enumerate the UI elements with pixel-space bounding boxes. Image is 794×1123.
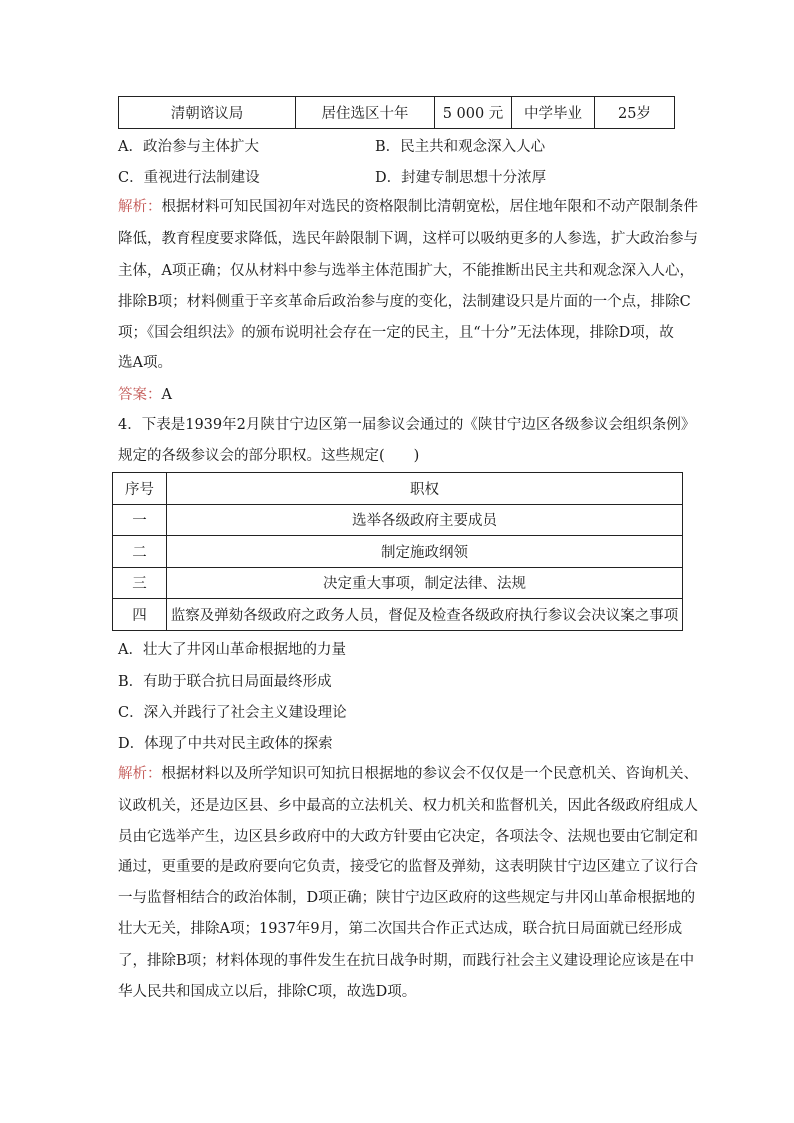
analysis-line: 解析：根据材料可知民国初年对选民的资格限制比清朝宽松，居住地年限和不动产限制条件 <box>118 199 698 215</box>
analysis-line: 降低，教育程度要求降低，选民年龄限制下调，这样可以吸纳更多的人参选，扩大政治参与 <box>118 231 698 247</box>
analysis-line: 议政机关，还是边区县、乡中最高的立法机关、权力机关和监督机关，因此各级政府组成人 <box>118 798 698 814</box>
question-stem: 规定的各级参议会的部分职权。这些规定( ) <box>118 448 420 464</box>
table-header-row <box>113 473 683 505</box>
analysis-line: 主体，A项正确；仅从材料中参与选举主体范围扩大，不能推断出民主共和观念深入人心， <box>118 263 694 279</box>
column-header: 序号 <box>113 473 167 505</box>
option-d: D．体现了中共对民主政体的探索 <box>118 736 333 752</box>
analysis-line: 一与监督相结合的政治体制，D项正确；陕甘宁边区政府的这些规定与井冈山革命根据地的 <box>118 890 696 906</box>
table-cell: 一 <box>113 504 167 536</box>
analysis-line: 解析：根据材料以及所学知识可知抗日根据地的参议会不仅仅是一个民意机关、咨询机关、 <box>118 766 698 782</box>
option-a: A．政治参与主体扩大 <box>118 139 259 155</box>
analysis-label: 解析： <box>118 766 162 782</box>
table-cell: 四 <box>113 599 167 631</box>
option-d: D．封建专制思想十分浓厚 <box>375 170 547 186</box>
table-cell: 居住选区十年 <box>296 97 435 129</box>
table-cell: 25岁 <box>595 97 675 129</box>
answer-line <box>118 385 172 405</box>
table-cell: 三 <box>113 567 167 599</box>
analysis-line: 选A项。 <box>118 355 172 371</box>
analysis-line: 了，排除B项；材料体现的事件发生在抗日战争时期，而践行社会主义建设理论应该是在中 <box>118 953 695 969</box>
analysis-line: 排除B项；材料侧重于辛亥革命后政治参与度的变化，法制建设只是片面的一个点，排除C <box>118 294 691 310</box>
table-cell: 二 <box>113 536 167 568</box>
option-c: C．重视进行法制建设 <box>118 170 260 186</box>
option-a: A．壮大了井冈山革命根据地的力量 <box>118 642 346 658</box>
option-c: C．深入并践行了社会主义建设理论 <box>118 705 347 721</box>
option-b: B．民主共和观念深入人心 <box>375 139 546 155</box>
analysis-line: 员由它选举产生，边区县乡政府中的大政方针要由它决定，各项法令、法规也要由它制定和 <box>118 829 698 845</box>
table-cell: 制定施政纲领 <box>167 536 683 568</box>
table-row <box>119 97 675 129</box>
table-row <box>113 599 683 631</box>
table-row <box>113 567 683 599</box>
table-cell: 5 000 元 <box>435 97 512 129</box>
question-stem: 4．下表是1939年2月陕甘宁边区第一届参议会通过的《陕甘宁边区各级参议会组织条例》 <box>118 417 696 433</box>
powers-table <box>112 472 683 631</box>
answer-label: 答案： <box>118 387 162 403</box>
table-row <box>113 536 683 568</box>
column-header: 职权 <box>167 473 683 505</box>
table-cell: 清朝谘议局 <box>119 97 296 129</box>
table-cell: 决定重大事项，制定法律、法规 <box>167 567 683 599</box>
analysis-line: 项；《国会组织法》的颁布说明社会存在一定的民主，且“十分”无法体现，排除D项，故 <box>118 325 674 341</box>
analysis-label: 解析： <box>118 199 162 215</box>
answer-value: A <box>161 387 172 403</box>
eligibility-table <box>118 96 675 129</box>
analysis-line: 壮大无关，排除A项；1937年9月，第二次国共合作正式达成，联合抗日局面就已经形成 <box>118 921 683 937</box>
analysis-line: 通过，更重要的是政府要向它负责，接受它的监督及弹劾，这表明陕甘宁边区建立了议行合 <box>118 859 698 875</box>
table-cell: 监察及弹劾各级政府之政务人员，督促及检查各级政府执行参议会决议案之事项 <box>167 599 683 631</box>
table-row <box>113 504 683 536</box>
option-b: B．有助于联合抗日局面最终形成 <box>118 674 332 690</box>
analysis-line: 华人民共和国成立以后，排除C项，故选D项。 <box>118 984 417 1000</box>
table-cell: 选举各级政府主要成员 <box>167 504 683 536</box>
table-cell: 中学毕业 <box>512 97 595 129</box>
